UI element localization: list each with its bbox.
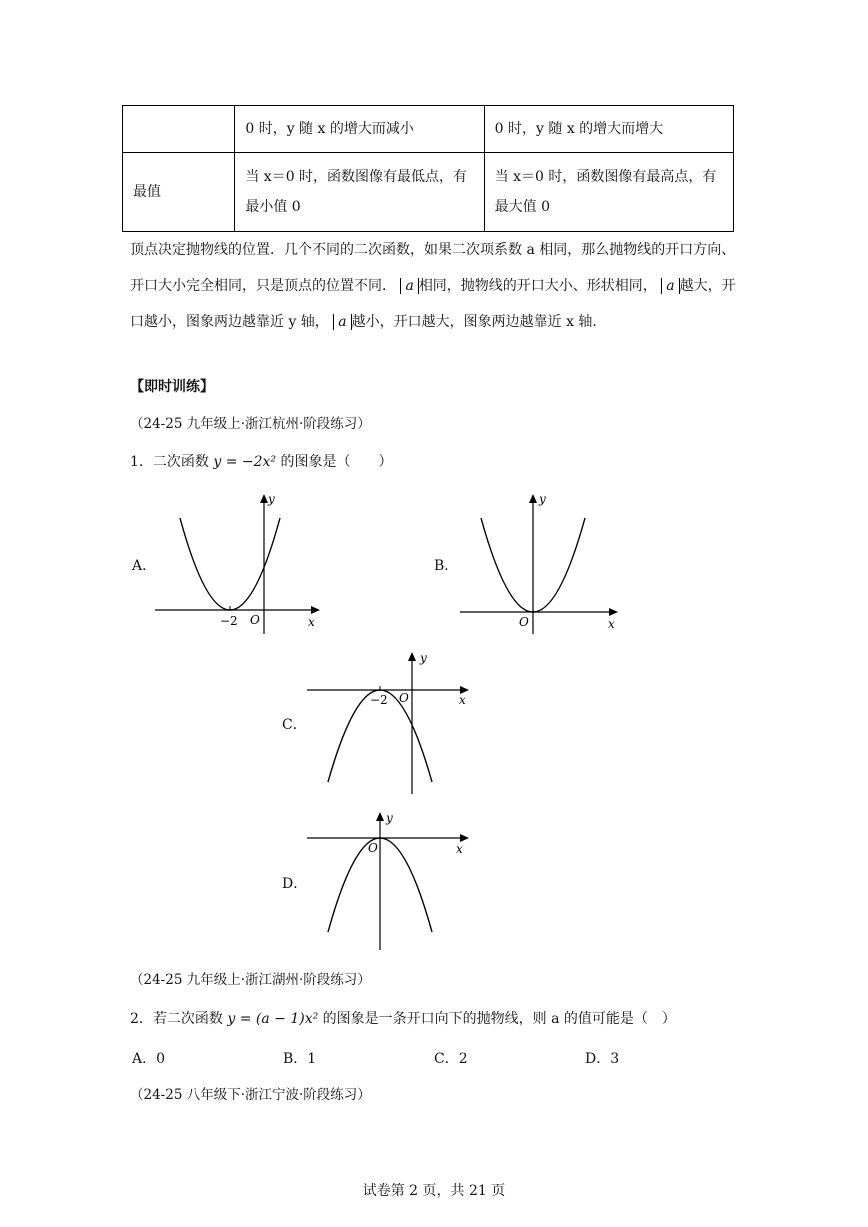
table-cell: 0 时，y 随 x 的增大而增大 [484, 106, 733, 153]
abs-a: a [661, 278, 679, 294]
question-source: （24-25 九年级上·浙江湖州·阶段练习） [130, 972, 371, 988]
table-cell [123, 106, 235, 153]
explanation-paragraph [130, 232, 740, 340]
origin-label: O [519, 615, 529, 629]
axis-y-label: y [268, 492, 275, 506]
table-row [123, 106, 734, 153]
abs-a: a [333, 314, 351, 330]
question-source: （24-25 九年级上·浙江杭州·阶段练习） [130, 416, 371, 432]
axis-x-label: x [608, 617, 615, 631]
origin-label: O [368, 841, 378, 855]
option-d-label[interactable]: D． [282, 876, 308, 892]
origin-label: O [250, 613, 260, 627]
choice-c[interactable]: C．2 [434, 1051, 468, 1067]
choice-a[interactable]: A．0 [132, 1051, 166, 1067]
choice-d[interactable]: D．3 [585, 1051, 620, 1067]
question-source: （24-25 八年级下·浙江宁波·阶段练习） [130, 1087, 371, 1103]
paragraph-text: 相同，抛物线的开口大小、形状相同， [418, 278, 657, 294]
table-row [123, 153, 734, 232]
axis-y-label: y [420, 651, 427, 665]
choice-b[interactable]: B．1 [283, 1051, 317, 1067]
axis-x-label: x [459, 693, 466, 707]
table-cell: 0 时，y 随 x 的增大而减小 [235, 106, 484, 153]
paragraph-text: 顶点决定抛物线的位置．几个不同的二次函数，如果二次项系数 a 相同，那么抛物线的开口方向、开口大小完全相同，只是顶点的位置不同． [130, 242, 736, 294]
origin-label: O [399, 691, 409, 705]
section-title: 【即时训练】 [130, 379, 214, 395]
question-stem: 2．若二次函数 y = (a − 1)x² 的图象是一条开口向下的抛物线，则 a 的值可能是（ ） [130, 1011, 676, 1027]
option-a-graph[interactable] [150, 488, 330, 638]
formula: y = (a − 1)x² [227, 1011, 319, 1027]
page-footer: 试卷第 2 页，共 21 页 [362, 1183, 506, 1199]
table-cell: 当 x＝0 时，函数图像有最低点，有最小值 0 [235, 153, 484, 232]
option-c-label[interactable]: C． [282, 717, 307, 733]
option-a-label[interactable]: A． [132, 558, 157, 574]
axis-y-label: y [539, 492, 546, 506]
abs-a: a [400, 278, 418, 294]
table-cell: 当 x＝0 时，函数图像有最高点，有最大值 0 [484, 153, 733, 232]
axis-x-label: x [308, 615, 315, 629]
tick-label: −2 [220, 614, 238, 628]
option-b-label[interactable]: B． [434, 558, 459, 574]
axis-y-label: y [386, 811, 393, 825]
table-cell: 最值 [123, 153, 235, 232]
properties-table [122, 105, 734, 232]
formula: y = −2x² [213, 454, 277, 470]
option-c-graph[interactable] [302, 648, 482, 798]
option-b-graph[interactable] [455, 488, 635, 638]
option-d-graph[interactable] [302, 808, 482, 958]
paragraph-text: 越大，开口越小，图象两边越靠近 y 轴， [130, 278, 736, 330]
question-stem: 1．二次函数 y = −2x² 的图象是（ ） [130, 454, 393, 470]
axis-x-label: x [456, 842, 463, 856]
tick-label: −2 [370, 693, 388, 707]
paragraph-text: 越小，开口越大，图象两边越靠近 x 轴． [351, 314, 607, 330]
